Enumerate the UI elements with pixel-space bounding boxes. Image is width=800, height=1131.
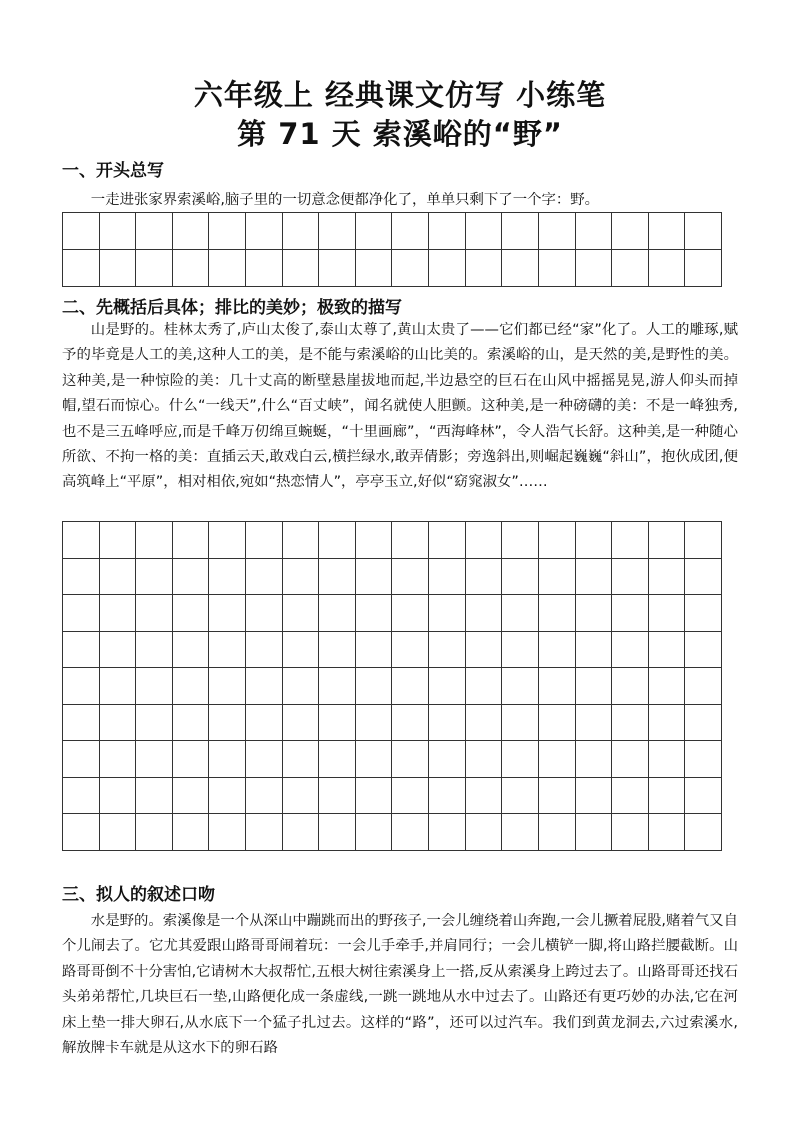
grid-cell [466, 705, 503, 742]
section-3-paragraph: 水是野的。索溪像是一个从深山中蹦跳而出的野孩子,一会儿缠绕着山奔跑,一会儿撅着屁股,赌着气又自个儿闹去了。它尤其爱跟山路哥哥闹着玩：一会儿手牵手,并肩同行；一会儿横铲一脚,将山路拦腰截断。山路哥哥倒不十分害怕,它请树木大叔帮忙,五根大树往索溪身上一搭,反从索溪身上跨过去了。山路哥哥还找石头弟弟帮忙,几块巨石一垫,山路便化成一条虚线,一跳一跳地从水中过去了。山路还有更巧妙的办法,它在河床上垫一排大卵石,从水底下一个猛子扎过去。这样的“路”，还可以过汽车。我们到黄龙洞去,六过索溪水,解放牌卡车就是从这水下的卵石路 [62, 913, 738, 1057]
grid-cell [246, 668, 283, 705]
grid-cell [100, 741, 137, 778]
grid-cell [100, 522, 137, 559]
grid-cell [612, 814, 649, 851]
grid-cell [576, 559, 613, 596]
grid-cell [429, 778, 466, 815]
grid-cell [612, 522, 649, 559]
grid-cell [392, 705, 429, 742]
writing-grid-section-2 [62, 521, 722, 851]
grid-cell [576, 595, 613, 632]
grid-cell [136, 814, 173, 851]
grid-cell [685, 595, 722, 632]
grid-cell [246, 814, 283, 851]
grid-cell [685, 559, 722, 596]
grid-cell [209, 705, 246, 742]
grid-cell [173, 522, 210, 559]
grid-cell [100, 595, 137, 632]
grid-cell [649, 778, 686, 815]
grid-cell [319, 814, 356, 851]
grid-cell [539, 213, 576, 250]
grid-cell [283, 705, 320, 742]
grid-cell [576, 778, 613, 815]
grid-cell [612, 559, 649, 596]
grid-cell [466, 741, 503, 778]
grid-cell [246, 705, 283, 742]
grid-cell [283, 522, 320, 559]
grid-cell [63, 632, 100, 669]
grid-cell [283, 741, 320, 778]
grid-cell [392, 595, 429, 632]
grid-cell [319, 741, 356, 778]
grid-cell [576, 632, 613, 669]
grid-cell [685, 668, 722, 705]
grid-cell [319, 250, 356, 287]
grid-cell [576, 522, 613, 559]
grid-cell [136, 250, 173, 287]
grid-cell [246, 632, 283, 669]
grid-cell [63, 778, 100, 815]
grid-cell [612, 213, 649, 250]
grid-cell [392, 213, 429, 250]
grid-cell [173, 250, 210, 287]
grid-cell [100, 668, 137, 705]
grid-cell [356, 595, 393, 632]
grid-cell [63, 705, 100, 742]
grid-cell [173, 559, 210, 596]
section-3-heading: 三、拟人的叙述口吻 [62, 885, 215, 905]
grid-cell [429, 522, 466, 559]
grid-cell [356, 213, 393, 250]
section-1-heading: 一、开头总写 [62, 161, 164, 181]
grid-cell [319, 632, 356, 669]
grid-cell [319, 522, 356, 559]
grid-cell [319, 778, 356, 815]
grid-cell [539, 705, 576, 742]
grid-cell [576, 741, 613, 778]
grid-cell [502, 559, 539, 596]
grid-cell [576, 705, 613, 742]
grid-cell [392, 778, 429, 815]
grid-cell [539, 632, 576, 669]
grid-cell [502, 522, 539, 559]
grid-cell [392, 522, 429, 559]
grid-cell [136, 559, 173, 596]
grid-cell [319, 668, 356, 705]
grid-cell [685, 632, 722, 669]
grid-cell [685, 705, 722, 742]
grid-cell [63, 250, 100, 287]
grid-cell [576, 814, 613, 851]
page-subtitle: 第 71 天 索溪峪的“野” [237, 117, 563, 151]
grid-cell [209, 559, 246, 596]
grid-cell [502, 705, 539, 742]
grid-cell [283, 668, 320, 705]
grid-cell [576, 213, 613, 250]
grid-cell [63, 595, 100, 632]
writing-grid-section-1 [62, 212, 722, 287]
grid-cell [539, 668, 576, 705]
grid-cell [100, 814, 137, 851]
grid-cell [429, 668, 466, 705]
grid-cell [502, 814, 539, 851]
grid-cell [539, 522, 576, 559]
grid-cell [173, 595, 210, 632]
grid-cell [466, 778, 503, 815]
grid-cell [173, 741, 210, 778]
grid-cell [283, 559, 320, 596]
grid-cell [136, 705, 173, 742]
grid-cell [209, 595, 246, 632]
grid-cell [173, 778, 210, 815]
section-2-heading: 二、先概括后具体；排比的美妙；极致的描写 [62, 298, 402, 318]
grid-cell [246, 595, 283, 632]
grid-cell [649, 741, 686, 778]
grid-cell [612, 250, 649, 287]
grid-cell [100, 213, 137, 250]
grid-cell [685, 250, 722, 287]
grid-cell [576, 250, 613, 287]
grid-cell [466, 668, 503, 705]
grid-cell [209, 778, 246, 815]
page-title: 六年级上 经典课文仿写 小练笔 [193, 78, 607, 112]
grid-cell [246, 213, 283, 250]
grid-cell [392, 668, 429, 705]
grid-cell [392, 632, 429, 669]
grid-cell [392, 814, 429, 851]
grid-cell [612, 595, 649, 632]
grid-cell [685, 741, 722, 778]
grid-cell [246, 559, 283, 596]
grid-cell [539, 595, 576, 632]
grid-cell [502, 595, 539, 632]
grid-cell [502, 632, 539, 669]
grid-cell [209, 741, 246, 778]
grid-cell [429, 705, 466, 742]
section-1-paragraph: 一走进张家界索溪峪,脑子里的一切意念便都净化了，单单只剩下了一个字：野。 [90, 192, 600, 208]
grid-cell [685, 814, 722, 851]
grid-cell [429, 741, 466, 778]
grid-cell [466, 213, 503, 250]
grid-cell [173, 705, 210, 742]
grid-cell [173, 213, 210, 250]
grid-cell [685, 778, 722, 815]
grid-cell [136, 741, 173, 778]
grid-cell [539, 814, 576, 851]
grid-cell [136, 522, 173, 559]
grid-cell [173, 668, 210, 705]
grid-cell [63, 559, 100, 596]
grid-cell [319, 213, 356, 250]
grid-cell [100, 632, 137, 669]
grid-cell [539, 741, 576, 778]
grid-cell [466, 595, 503, 632]
grid-cell [649, 250, 686, 287]
grid-cell [429, 814, 466, 851]
grid-cell [466, 632, 503, 669]
grid-cell [63, 814, 100, 851]
grid-cell [319, 559, 356, 596]
grid-cell [63, 741, 100, 778]
grid-cell [429, 250, 466, 287]
grid-cell [356, 668, 393, 705]
grid-cell [649, 668, 686, 705]
grid-cell [356, 632, 393, 669]
grid-cell [136, 595, 173, 632]
grid-cell [466, 559, 503, 596]
grid-cell [283, 250, 320, 287]
grid-cell [136, 668, 173, 705]
grid-cell [466, 250, 503, 287]
grid-cell [209, 814, 246, 851]
grid-cell [209, 213, 246, 250]
grid-cell [209, 250, 246, 287]
grid-cell [356, 741, 393, 778]
grid-cell [466, 814, 503, 851]
grid-cell [319, 595, 356, 632]
grid-cell [539, 778, 576, 815]
grid-cell [392, 559, 429, 596]
grid-cell [612, 668, 649, 705]
section-2-paragraph: 山是野的。桂林太秀了,庐山太俊了,泰山太尊了,黄山太贵了——它们都已经“家”化了。人工的雕琢,赋予的毕竟是人工的美,这种人工的美，是不能与索溪峪的山比美的。索溪峪的山，是天然的美,是野性的美。这种美,是一种惊险的美：几十丈高的断壁悬崖拔地而起,半边悬空的巨石在山风中摇摇晃晃,游人仰头而掉帽,望石而惊心。什么“一线天”,什么“百丈峡”，闻名就使人胆颤。这种美,是一种磅礴的美：不是一峰独秀,也不是三五峰呼应,而是千峰万仞绵亘蜿蜒，“十里画廊”，“西海峰林”，令人浩气长舒。这种美,是一种随心所欲、不拘一格的美：直插云天,敢戏白云,横拦绿水,敢弄倩影；旁逸斜出,则崛起巍巍“斜山”，抱伙成团,便高筑峰上“平原”，相对相依,宛如“热恋情人”，亭亭玉立,好似“窈窕淑女”…… [62, 322, 738, 491]
grid-cell [502, 668, 539, 705]
grid-cell [100, 559, 137, 596]
grid-cell [283, 778, 320, 815]
grid-cell [209, 668, 246, 705]
grid-cell [685, 522, 722, 559]
grid-cell [246, 522, 283, 559]
grid-cell [283, 632, 320, 669]
grid-cell [429, 559, 466, 596]
grid-cell [576, 668, 613, 705]
grid-cell [209, 632, 246, 669]
grid-cell [100, 705, 137, 742]
grid-cell [649, 814, 686, 851]
grid-cell [283, 213, 320, 250]
grid-cell [539, 250, 576, 287]
grid-cell [429, 213, 466, 250]
grid-cell [246, 741, 283, 778]
grid-cell [502, 250, 539, 287]
grid-cell [466, 522, 503, 559]
grid-cell [649, 522, 686, 559]
grid-cell [392, 741, 429, 778]
grid-cell [283, 595, 320, 632]
grid-cell [612, 741, 649, 778]
grid-cell [63, 522, 100, 559]
grid-cell [136, 213, 173, 250]
grid-cell [649, 595, 686, 632]
grid-cell [63, 668, 100, 705]
grid-cell [356, 814, 393, 851]
grid-cell [612, 632, 649, 669]
grid-cell [356, 250, 393, 287]
grid-cell [649, 705, 686, 742]
grid-cell [685, 213, 722, 250]
grid-cell [100, 778, 137, 815]
grid-cell [392, 250, 429, 287]
grid-cell [356, 778, 393, 815]
grid-cell [173, 814, 210, 851]
grid-cell [136, 632, 173, 669]
grid-cell [173, 632, 210, 669]
grid-cell [649, 213, 686, 250]
grid-cell [539, 559, 576, 596]
grid-cell [319, 705, 356, 742]
grid-cell [209, 522, 246, 559]
grid-cell [356, 522, 393, 559]
grid-cell [612, 705, 649, 742]
grid-cell [502, 213, 539, 250]
grid-cell [502, 741, 539, 778]
grid-cell [356, 559, 393, 596]
grid-cell [356, 705, 393, 742]
grid-cell [283, 814, 320, 851]
grid-cell [429, 595, 466, 632]
grid-cell [246, 778, 283, 815]
grid-cell [429, 632, 466, 669]
grid-cell [649, 559, 686, 596]
grid-cell [612, 778, 649, 815]
grid-cell [100, 250, 137, 287]
grid-cell [502, 778, 539, 815]
grid-cell [246, 250, 283, 287]
grid-cell [649, 632, 686, 669]
grid-cell [136, 778, 173, 815]
grid-cell [63, 213, 100, 250]
